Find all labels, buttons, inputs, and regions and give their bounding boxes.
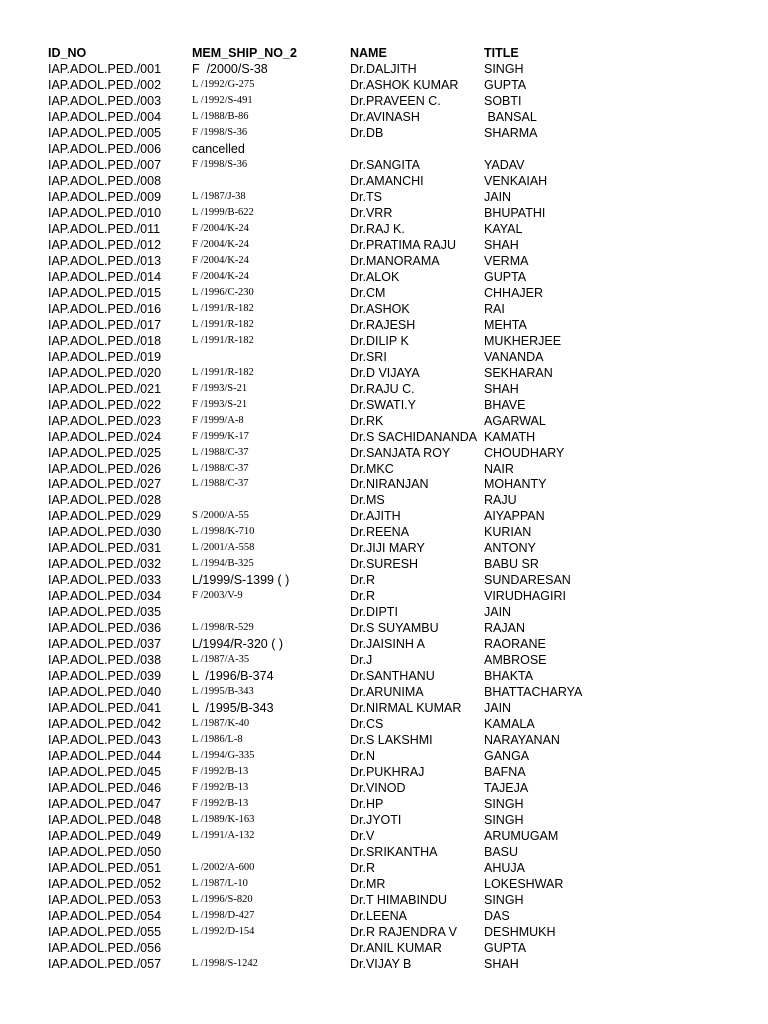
id-cell: IAP.ADOL.PED./031 xyxy=(48,541,162,556)
mem-ship-cell: L /1994/G-335 xyxy=(192,750,255,762)
name-cell: Dr.REENA xyxy=(350,525,410,540)
table-row xyxy=(0,604,768,620)
table-row xyxy=(0,908,768,924)
id-cell: IAP.ADOL.PED./028 xyxy=(48,493,162,508)
id-cell: IAP.ADOL.PED./002 xyxy=(48,77,162,92)
id-cell: IAP.ADOL.PED./003 xyxy=(48,93,162,108)
table-row xyxy=(0,173,768,189)
mem-ship-cell: L /1991/A-132 xyxy=(192,830,255,842)
table-row xyxy=(0,301,768,317)
header-title: TITLE xyxy=(484,46,519,60)
table-row xyxy=(0,381,768,397)
title-cell: BHAKTA xyxy=(484,669,534,684)
name-cell: Dr.PUKHRAJ xyxy=(350,765,425,780)
id-cell: IAP.ADOL.PED./044 xyxy=(48,749,162,764)
mem-ship-cell: F /2004/K-24 xyxy=(192,254,249,266)
mem-ship-cell: L /1996/C-230 xyxy=(192,286,254,298)
title-cell: YADAV xyxy=(484,157,525,172)
name-cell: Dr.DALJITH xyxy=(350,62,417,76)
title-cell: BHAVE xyxy=(484,397,526,412)
mem-ship-cell: L /1994/B-325 xyxy=(192,558,254,570)
table-row xyxy=(0,668,768,684)
table-row xyxy=(0,413,768,429)
title-cell: BASU xyxy=(484,845,519,860)
mem-ship-cell: F /2003/V-9 xyxy=(192,590,243,602)
name-cell: Dr.SRIKANTHA xyxy=(350,845,438,860)
name-cell: Dr.TS xyxy=(350,189,382,204)
name-cell: Dr.RAJ K. xyxy=(350,221,405,236)
mem-ship-cell: L /2002/A-600 xyxy=(192,862,255,873)
id-cell: IAP.ADOL.PED./006 xyxy=(48,141,162,156)
id-cell: IAP.ADOL.PED./032 xyxy=(48,557,162,572)
mem-ship-cell: L /1998/S-1242 xyxy=(192,957,258,969)
title-cell: SINGH xyxy=(484,892,524,907)
table-row xyxy=(0,253,768,269)
name-cell: Dr.PRATIMA RAJU xyxy=(350,237,457,252)
table-row xyxy=(0,812,768,828)
name-cell: Dr.ASHOK KUMAR xyxy=(350,77,459,92)
table-row xyxy=(0,157,768,173)
name-cell: Dr.ASHOK xyxy=(350,301,410,316)
title-cell: DAS xyxy=(484,908,510,923)
mem-ship-cell: L /1986/L-8 xyxy=(192,734,243,746)
table-row xyxy=(0,764,768,780)
table-row xyxy=(0,956,768,972)
id-cell: IAP.ADOL.PED./007 xyxy=(48,157,162,172)
id-cell: IAP.ADOL.PED./008 xyxy=(48,173,162,188)
id-cell: IAP.ADOL.PED./056 xyxy=(48,940,162,955)
id-cell: IAP.ADOL.PED./010 xyxy=(48,205,162,220)
mem-ship-cell: L /1991/R-182 xyxy=(192,334,254,346)
id-cell: IAP.ADOL.PED./030 xyxy=(48,525,162,540)
table-row xyxy=(0,93,768,109)
mem-ship-cell: L /1987/A-35 xyxy=(192,654,250,666)
id-cell: IAP.ADOL.PED./018 xyxy=(48,333,162,348)
table-row xyxy=(0,828,768,844)
mem-ship-cell: L /1991/R-182 xyxy=(192,366,254,378)
id-cell: IAP.ADOL.PED./020 xyxy=(48,365,162,380)
name-cell: Dr.HP xyxy=(350,797,384,812)
mem-ship-cell: L/1999/S-1399 ( ) xyxy=(192,573,290,588)
table-row xyxy=(0,556,768,572)
name-cell: Dr.SWATI.Y xyxy=(350,397,416,412)
table-row xyxy=(0,476,768,492)
name-cell: Dr.RK xyxy=(350,413,384,428)
name-cell: Dr.J xyxy=(350,653,373,668)
id-cell: IAP.ADOL.PED./022 xyxy=(48,397,162,412)
id-cell: IAP.ADOL.PED./054 xyxy=(48,908,162,923)
table-row xyxy=(0,636,768,652)
name-cell: Dr.RAJU C. xyxy=(350,381,415,396)
name-cell: Dr.VIJAY B xyxy=(350,956,412,971)
title-cell: AHUJA xyxy=(484,861,525,875)
table-row xyxy=(0,508,768,524)
title-cell: LOKESHWAR xyxy=(484,876,564,891)
mem-ship-cell: F /1992/B-13 xyxy=(192,798,249,810)
table-row xyxy=(0,732,768,748)
title-cell: VANANDA xyxy=(484,349,544,364)
table-row xyxy=(0,700,768,716)
name-cell: Dr.SURESH xyxy=(350,557,419,572)
table-row xyxy=(0,572,768,588)
name-cell: Dr.S LAKSHMI xyxy=(350,733,433,748)
mem-ship-cell: F /1999/A-8 xyxy=(192,414,244,426)
title-cell: RAJAN xyxy=(484,621,525,636)
table-row xyxy=(0,684,768,700)
mem-ship-cell: F /2000/S-38 xyxy=(192,62,268,76)
mem-ship-cell: L /1991/R-182 xyxy=(192,318,254,330)
mem-ship-cell: L /1987/K-40 xyxy=(192,718,250,730)
id-cell: IAP.ADOL.PED./013 xyxy=(48,253,162,268)
name-cell: Dr.R xyxy=(350,589,375,604)
mem-ship-cell: L /1992/D-154 xyxy=(192,925,255,937)
name-cell: Dr.MS xyxy=(350,493,385,508)
title-cell: BANSAL xyxy=(484,109,537,124)
name-cell: Dr.S SUYAMBU xyxy=(350,621,439,636)
mem-ship-cell: L /1988/C-37 xyxy=(192,478,249,490)
title-cell: GUPTA xyxy=(484,940,527,955)
title-cell: JAIN xyxy=(484,189,512,204)
id-cell: IAP.ADOL.PED./025 xyxy=(48,445,162,460)
name-cell: Dr.ALOK xyxy=(350,269,400,284)
name-cell: Dr.PRAVEEN C. xyxy=(350,93,441,108)
title-cell: ARUMUGAM xyxy=(484,829,559,844)
table-row xyxy=(0,892,768,908)
id-cell: IAP.ADOL.PED./015 xyxy=(48,285,162,300)
table-row xyxy=(0,77,768,93)
title-cell: CHOUDHARY xyxy=(484,445,565,460)
title-cell: SINGH xyxy=(484,813,524,828)
mem-ship-cell: L /1992/G-275 xyxy=(192,78,255,90)
id-cell: IAP.ADOL.PED./021 xyxy=(48,381,162,396)
table-row xyxy=(0,780,768,796)
title-cell: GUPTA xyxy=(484,269,527,284)
mem-ship-cell: L /1988/C-37 xyxy=(192,446,249,458)
title-cell: MOHANTY xyxy=(484,477,547,492)
id-cell: IAP.ADOL.PED./005 xyxy=(48,125,162,140)
title-cell: VENKAIAH xyxy=(484,173,548,188)
id-cell: IAP.ADOL.PED./004 xyxy=(48,109,162,124)
title-cell: AMBROSE xyxy=(484,653,547,668)
table-row xyxy=(0,876,768,892)
name-cell: Dr.AJITH xyxy=(350,509,401,524)
name-cell: Dr.ANIL KUMAR xyxy=(350,940,442,955)
id-cell: IAP.ADOL.PED./045 xyxy=(48,765,162,780)
header-name: NAME xyxy=(350,46,387,60)
id-cell: IAP.ADOL.PED./019 xyxy=(48,349,162,364)
id-cell: IAP.ADOL.PED./042 xyxy=(48,717,162,732)
mem-ship-cell: L /1996/B-374 xyxy=(192,669,274,684)
mem-ship-cell: L /1999/B-622 xyxy=(192,206,254,218)
id-cell: IAP.ADOL.PED./040 xyxy=(48,685,162,700)
name-cell: Dr.JAISINH A xyxy=(350,637,426,652)
id-cell: IAP.ADOL.PED./029 xyxy=(48,509,162,524)
name-cell: Dr.CS xyxy=(350,717,384,732)
name-cell: Dr.LEENA xyxy=(350,908,407,923)
title-cell: SINGH xyxy=(484,797,524,812)
table-row xyxy=(0,429,768,445)
name-cell: Dr.N xyxy=(350,749,375,764)
id-cell: IAP.ADOL.PED./046 xyxy=(48,781,162,796)
name-cell: Dr.D VIJAYA xyxy=(350,365,420,380)
table-row xyxy=(0,620,768,636)
name-cell: Dr.ARUNIMA xyxy=(350,685,424,700)
mem-ship-cell: F /1999/K-17 xyxy=(192,430,249,442)
id-cell: IAP.ADOL.PED./001 xyxy=(48,62,162,76)
table-row xyxy=(0,269,768,285)
title-cell: SEKHARAN xyxy=(484,365,553,380)
mem-ship-cell: L /1995/B-343 xyxy=(192,701,274,716)
table-row xyxy=(0,461,768,477)
mem-ship-cell: F /1992/B-13 xyxy=(192,766,249,778)
mem-ship-cell: L/1994/R-320 ( ) xyxy=(192,637,284,652)
name-cell: Dr.SANGITA xyxy=(350,157,420,172)
mem-ship-cell: F /1993/S-21 xyxy=(192,398,248,410)
title-cell: CHHAJER xyxy=(484,285,544,300)
id-cell: IAP.ADOL.PED./017 xyxy=(48,317,162,332)
id-cell: IAP.ADOL.PED./009 xyxy=(48,189,162,204)
id-cell: IAP.ADOL.PED./047 xyxy=(48,797,162,812)
id-cell: IAP.ADOL.PED./037 xyxy=(48,637,162,652)
id-cell: IAP.ADOL.PED./011 xyxy=(48,221,161,236)
title-cell: MUKHERJEE xyxy=(484,333,562,348)
name-cell: Dr.SANTHANU xyxy=(350,669,435,684)
mem-ship-cell: F /1992/B-13 xyxy=(192,782,249,794)
mem-ship-cell: L /1988/C-37 xyxy=(192,462,249,474)
title-cell: RAI xyxy=(484,301,505,316)
name-cell: Dr.R xyxy=(350,573,375,588)
table-row xyxy=(0,844,768,860)
id-cell: IAP.ADOL.PED./034 xyxy=(48,589,162,604)
name-cell: Dr.AVINASH xyxy=(350,109,420,124)
title-cell: NARAYANAN xyxy=(484,733,560,748)
table-row xyxy=(0,524,768,540)
header-mem-ship-no: MEM_SHIP_NO_2 xyxy=(192,46,297,60)
table-row xyxy=(0,397,768,413)
mem-ship-cell: L /1989/K-163 xyxy=(192,814,255,826)
table-row xyxy=(0,716,768,732)
title-cell: BABU SR xyxy=(484,557,539,572)
table-row xyxy=(0,748,768,764)
title-cell: JAIN xyxy=(484,701,512,716)
mem-ship-cell: F /2004/K-24 xyxy=(192,270,249,282)
table-row xyxy=(0,189,768,205)
table-row xyxy=(0,109,768,125)
id-cell: IAP.ADOL.PED./048 xyxy=(48,813,162,828)
table-row xyxy=(0,333,768,349)
title-cell: SHAH xyxy=(484,956,519,971)
title-cell: RAJU xyxy=(484,493,517,508)
id-cell: IAP.ADOL.PED./026 xyxy=(48,461,162,476)
name-cell: Dr.T HIMABINDU xyxy=(350,892,447,907)
id-cell: IAP.ADOL.PED./036 xyxy=(48,621,162,636)
title-cell: ANTONY xyxy=(484,541,536,556)
name-cell: Dr.R RAJENDRA V xyxy=(350,924,457,939)
mem-ship-cell: L /1995/B-343 xyxy=(192,686,254,698)
mem-ship-cell: F /2004/K-24 xyxy=(192,238,249,250)
title-cell: SOBTI xyxy=(484,93,522,108)
name-cell: Dr.R xyxy=(350,861,375,875)
name-cell: Dr.AMANCHI xyxy=(350,173,424,188)
name-cell: Dr.JIJI MARY xyxy=(350,541,425,556)
id-cell: IAP.ADOL.PED./055 xyxy=(48,924,162,939)
title-cell: MEHTA xyxy=(484,317,527,332)
header-row xyxy=(0,45,768,61)
mem-ship-cell: L /1998/D-427 xyxy=(192,909,255,921)
table-row xyxy=(0,317,768,333)
mem-ship-cell: L /1998/R-529 xyxy=(192,622,254,634)
table-row xyxy=(0,349,768,365)
table-row xyxy=(0,652,768,668)
id-cell: IAP.ADOL.PED./050 xyxy=(48,845,162,860)
mem-ship-cell: L /2001/A-558 xyxy=(192,542,255,554)
title-cell: SUNDARESAN xyxy=(484,573,571,588)
table-row xyxy=(0,492,768,508)
title-cell: BHUPATHI xyxy=(484,205,546,220)
title-cell: VIRUDHAGIRI xyxy=(484,589,566,604)
id-cell: IAP.ADOL.PED./049 xyxy=(48,829,162,844)
name-cell: Dr.VINOD xyxy=(350,781,406,796)
name-cell: Dr.NIRMAL KUMAR xyxy=(350,701,462,716)
title-cell: RAORANE xyxy=(484,637,546,652)
title-cell: JAIN xyxy=(484,605,512,620)
table-row xyxy=(0,940,768,956)
name-cell: Dr.NIRANJAN xyxy=(350,477,429,492)
name-cell: Dr.CM xyxy=(350,285,386,300)
mem-ship-cell: F /2004/K-24 xyxy=(192,222,249,234)
mem-ship-cell: cancelled xyxy=(192,141,245,156)
name-cell: Dr.VRR xyxy=(350,205,393,220)
table-row xyxy=(0,237,768,253)
id-cell: IAP.ADOL.PED./043 xyxy=(48,733,162,748)
name-cell: Dr.JYOTI xyxy=(350,813,402,828)
name-cell: Dr.S SACHIDANANDA xyxy=(350,429,478,444)
name-cell: Dr.MR xyxy=(350,876,386,891)
table-row xyxy=(0,445,768,461)
title-cell: GUPTA xyxy=(484,77,527,92)
title-cell: AIYAPPAN xyxy=(484,509,545,524)
table-row xyxy=(0,61,768,77)
id-cell: IAP.ADOL.PED./052 xyxy=(48,876,162,891)
id-cell: IAP.ADOL.PED./038 xyxy=(48,653,162,668)
name-cell: Dr.DILIP K xyxy=(350,333,409,348)
title-cell: KURIAN xyxy=(484,525,532,540)
id-cell: IAP.ADOL.PED./027 xyxy=(48,477,162,492)
mem-ship-cell: L /1991/R-182 xyxy=(192,302,254,314)
name-cell: Dr.RAJESH xyxy=(350,317,416,332)
id-cell: IAP.ADOL.PED./016 xyxy=(48,301,162,316)
name-cell: Dr.V xyxy=(350,829,375,844)
table-row xyxy=(0,588,768,604)
id-cell: IAP.ADOL.PED./039 xyxy=(48,669,162,684)
id-cell: IAP.ADOL.PED./051 xyxy=(48,861,162,875)
name-cell: Dr.MANORAMA xyxy=(350,253,440,268)
table-row xyxy=(0,796,768,812)
title-cell: NAIR xyxy=(484,461,514,476)
id-cell: IAP.ADOL.PED./041 xyxy=(48,701,162,716)
title-cell: SINGH xyxy=(484,62,524,76)
table-row xyxy=(0,205,768,221)
name-cell: Dr.SRI xyxy=(350,349,387,364)
id-cell: IAP.ADOL.PED./012 xyxy=(48,237,162,252)
title-cell: SHAH xyxy=(484,237,519,252)
title-cell: BAFNA xyxy=(484,765,526,780)
id-cell: IAP.ADOL.PED./014 xyxy=(48,269,162,284)
title-cell: SHAH xyxy=(484,381,519,396)
title-cell: GANGA xyxy=(484,749,530,764)
id-cell: IAP.ADOL.PED./024 xyxy=(48,429,162,444)
title-cell: KAMALA xyxy=(484,717,535,732)
id-cell: IAP.ADOL.PED./053 xyxy=(48,892,162,907)
table-row xyxy=(0,924,768,940)
mem-ship-cell: L /1988/B-86 xyxy=(192,110,249,122)
id-cell: IAP.ADOL.PED./023 xyxy=(48,413,162,428)
title-cell: KAYAL xyxy=(484,221,523,236)
name-cell: Dr.MKC xyxy=(350,461,394,476)
title-cell: SHARMA xyxy=(484,125,538,140)
mem-ship-cell: S /2000/A-55 xyxy=(192,510,249,522)
mem-ship-cell: L /1996/S-820 xyxy=(192,893,253,905)
mem-ship-cell: L /1998/K-710 xyxy=(192,526,255,538)
mem-ship-cell: L /1992/S-491 xyxy=(192,94,253,106)
id-cell: IAP.ADOL.PED./033 xyxy=(48,573,162,588)
title-cell: TAJEJA xyxy=(484,781,529,796)
title-cell: DESHMUKH xyxy=(484,924,556,939)
title-cell: KAMATH xyxy=(484,429,536,444)
name-cell: Dr.DIPTI xyxy=(350,605,398,620)
table-row xyxy=(0,365,768,381)
table-row xyxy=(0,860,768,876)
name-cell: Dr.DB xyxy=(350,125,384,140)
mem-ship-cell: F /1998/S-36 xyxy=(192,126,248,138)
mem-ship-cell: L /1987/J-38 xyxy=(192,190,246,202)
mem-ship-cell: L /1987/L-10 xyxy=(192,877,248,889)
table-row xyxy=(0,221,768,237)
title-cell: BHATTACHARYA xyxy=(484,685,583,700)
table-row xyxy=(0,540,768,556)
title-cell: AGARWAL xyxy=(484,413,546,428)
table-row xyxy=(0,125,768,141)
mem-ship-cell: F /1993/S-21 xyxy=(192,382,248,394)
table-row xyxy=(0,285,768,301)
title-cell: VERMA xyxy=(484,253,529,268)
header-id-no: ID_NO xyxy=(48,46,87,60)
name-cell: Dr.SANJATA ROY xyxy=(350,445,451,460)
id-cell: IAP.ADOL.PED./035 xyxy=(48,605,162,620)
mem-ship-cell: F /1998/S-36 xyxy=(192,158,248,170)
table-row xyxy=(0,141,768,157)
id-cell: IAP.ADOL.PED./057 xyxy=(48,956,162,971)
